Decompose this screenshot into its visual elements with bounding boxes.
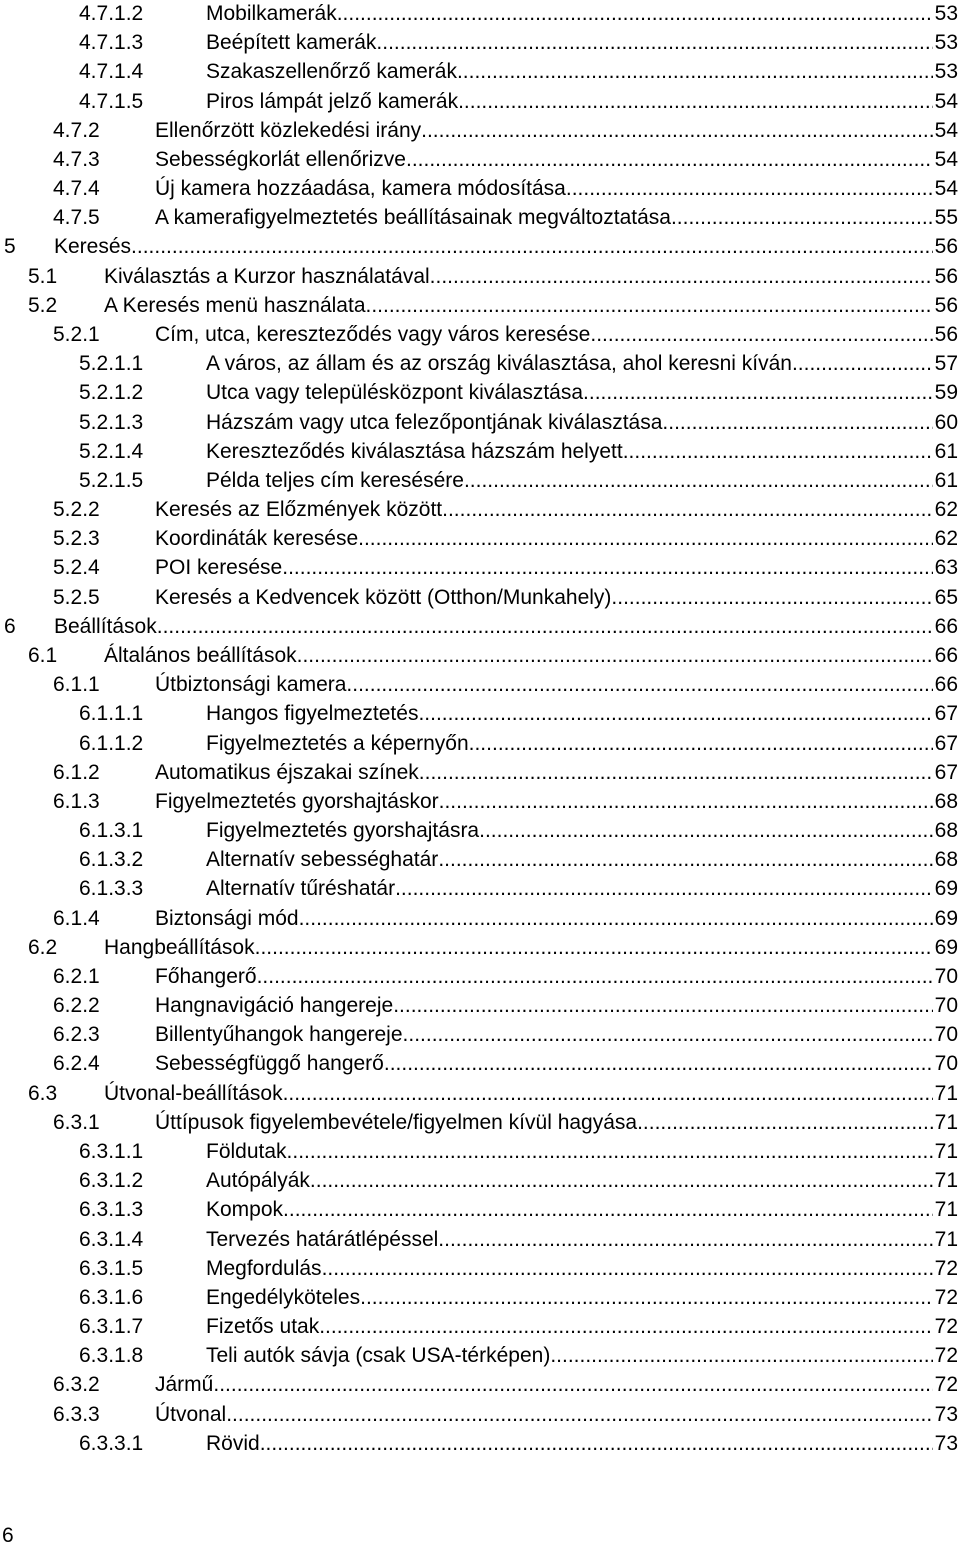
toc-entry-page: 67	[934, 760, 958, 784]
toc-entry-title: POI keresése	[155, 556, 283, 580]
toc-entry-number: 5.1	[28, 264, 58, 288]
toc-dot-leader	[464, 467, 933, 495]
toc-entry-page: 57	[934, 352, 958, 376]
toc-entry[interactable]	[0, 730, 958, 758]
toc-entry[interactable]	[0, 1080, 958, 1108]
toc-entry-number: 4.7.1.3	[79, 31, 144, 55]
toc-dot-leader	[283, 1196, 933, 1224]
toc-entry-title: Engedélyköteles	[206, 1285, 361, 1309]
toc-entry[interactable]	[0, 263, 958, 291]
toc-entry-page: 72	[934, 1315, 958, 1339]
toc-entry-page: 67	[934, 702, 958, 726]
toc-entry-number: 5.2.3	[53, 527, 100, 551]
toc-entry-title: Általános beállítások	[104, 643, 297, 667]
toc-entry[interactable]	[0, 1255, 958, 1283]
toc-entry-page: 59	[934, 381, 958, 405]
toc-dot-leader	[438, 1226, 932, 1254]
toc-dot-leader	[430, 263, 933, 291]
toc-entry-title: Figyelmeztetés a képernyőn	[206, 731, 469, 755]
toc-entry-page: 53	[934, 60, 958, 84]
toc-entry-number: 4.7.4	[53, 177, 100, 201]
toc-entry-number: 6.3.1.8	[79, 1344, 144, 1368]
toc-dot-leader	[623, 438, 933, 466]
toc-entry-number: 5.2.1.2	[79, 381, 144, 405]
toc-entry-page: 56	[934, 322, 958, 346]
toc-entry-number: 6.1.1	[53, 673, 100, 697]
toc-entry-page: 68	[934, 789, 958, 813]
toc-entry[interactable]	[0, 554, 958, 582]
toc-entry[interactable]	[0, 321, 958, 349]
toc-entry-page: 66	[934, 614, 958, 638]
toc-entry-page: 71	[934, 1081, 958, 1105]
toc-entry-page: 69	[934, 906, 958, 930]
page-number: 6	[2, 1524, 14, 1547]
toc-dot-leader	[310, 1167, 933, 1195]
toc-dot-leader	[384, 1050, 933, 1078]
toc-entry[interactable]	[0, 671, 958, 699]
toc-dot-leader	[419, 759, 933, 787]
toc-entry-page: 72	[934, 1373, 958, 1397]
toc-entry[interactable]	[0, 1401, 958, 1429]
toc-entry-number: 4.7.1.4	[79, 60, 144, 84]
toc-entry-title: Úttípusok figyelembevétele/figyelmen kívül hagyása	[155, 1110, 638, 1134]
toc-entry[interactable]	[0, 642, 958, 670]
toc-entry[interactable]	[0, 379, 958, 407]
toc-entry-number: 6.2.3	[53, 1023, 100, 1047]
toc-entry-number: 6	[4, 614, 16, 638]
toc-dot-leader	[479, 817, 933, 845]
toc-entry-title: Beállítások	[54, 614, 157, 638]
toc-entry-page: 69	[934, 877, 958, 901]
toc-entry-page: 55	[934, 206, 958, 230]
toc-dot-leader	[376, 29, 932, 57]
toc-entry[interactable]	[0, 409, 958, 437]
toc-entry-title: Kompok	[206, 1198, 284, 1222]
toc-entry-page: 71	[934, 1140, 958, 1164]
toc-entry-page: 63	[934, 556, 958, 580]
toc-entry-page: 61	[934, 468, 958, 492]
toc-entry-page: 62	[934, 498, 958, 522]
toc-entry-page: 62	[934, 527, 958, 551]
toc-entry-title: Hangnavigáció hangereje	[155, 994, 394, 1018]
toc-entry-number: 6.1.1.2	[79, 731, 144, 755]
toc-entry-number: 6.2	[28, 935, 58, 959]
toc-entry-title: Alternatív tűréshatár	[206, 877, 396, 901]
toc-dot-leader	[319, 1313, 932, 1341]
toc-entry[interactable]	[0, 1371, 958, 1399]
toc-entry[interactable]	[0, 759, 958, 787]
toc-entry-number: 5.2.2	[53, 498, 100, 522]
toc-entry[interactable]	[0, 963, 958, 991]
toc-entry-title: Szakaszellenőrző kamerák	[206, 60, 457, 84]
toc-entry[interactable]	[0, 1284, 958, 1312]
toc-entry-number: 5.2.1.1	[79, 352, 144, 376]
toc-entry-page: 71	[934, 1110, 958, 1134]
toc-dot-leader	[438, 846, 932, 874]
toc-entry[interactable]	[0, 1342, 958, 1370]
toc-entry-title: Autópályák	[206, 1169, 310, 1193]
toc-entry[interactable]	[0, 934, 958, 962]
toc-entry[interactable]	[0, 1109, 958, 1137]
toc-entry-page: 67	[934, 731, 958, 755]
toc-entry-page: 53	[934, 31, 958, 55]
toc-entry-page: 69	[934, 935, 958, 959]
toc-entry-number: 4.7.1.5	[79, 89, 144, 113]
toc-entry-title: Figyelmeztetés gyorshajtáskor	[155, 789, 439, 813]
toc-entry-title: Ellenőrzött közlekedési irány	[155, 118, 422, 142]
toc-dot-leader	[360, 1284, 933, 1312]
toc-entry-number: 6.1.3.1	[79, 819, 144, 843]
toc-entry-title: Példa teljes cím keresésére	[206, 468, 464, 492]
toc-entry[interactable]	[0, 700, 958, 728]
toc-entry-number: 6.1.2	[53, 760, 100, 784]
toc-entry[interactable]	[0, 846, 958, 874]
toc-dot-leader	[322, 1255, 933, 1283]
toc-entry[interactable]	[0, 905, 958, 933]
toc-entry-title: Mobilkamerák	[206, 2, 337, 25]
toc-dot-leader	[662, 409, 932, 437]
toc-dot-leader	[226, 1401, 932, 1429]
toc-entry-title: Földutak	[206, 1140, 287, 1164]
toc-entry-number: 5.2.1.5	[79, 468, 144, 492]
toc-entry-number: 6.3.1.5	[79, 1256, 144, 1280]
toc-entry-page: 70	[934, 964, 958, 988]
toc-dot-leader	[297, 642, 933, 670]
toc-entry-title: Kereszteződés kiválasztása házszám helyett	[206, 439, 623, 463]
toc-entry-page: 71	[934, 1169, 958, 1193]
toc-dot-leader	[260, 1430, 933, 1458]
toc-dot-leader	[403, 1021, 933, 1049]
toc-entry-number: 6.3.1.1	[79, 1140, 144, 1164]
toc-entry[interactable]	[0, 1050, 958, 1078]
toc-entry-title: Beépített kamerák	[206, 31, 377, 55]
toc-entry[interactable]	[0, 817, 958, 845]
toc-entry-page: 70	[934, 994, 958, 1018]
toc-dot-leader	[550, 1342, 932, 1370]
toc-entry-title: Hangos figyelmeztetés	[206, 702, 419, 726]
toc-entry[interactable]	[0, 467, 958, 495]
toc-entry-title: Házszám vagy utca felezőpontjának kiválasztása	[206, 410, 663, 434]
toc-dot-leader	[282, 554, 932, 582]
toc-entry-number: 6.1.3	[53, 789, 100, 813]
toc-entry-page: 70	[934, 1052, 958, 1076]
toc-dot-leader	[458, 88, 933, 116]
toc-entry-number: 5.2.1.3	[79, 410, 144, 434]
toc-entry-number: 6.1.1.1	[79, 702, 144, 726]
toc-dot-leader	[566, 175, 933, 203]
toc-entry-title: Sebességkorlát ellenőrizve	[155, 147, 406, 171]
toc-entry-number: 6.2.4	[53, 1052, 100, 1076]
toc-dot-leader	[393, 992, 932, 1020]
toc-entry-number: 4.7.2	[53, 118, 100, 142]
toc-dot-leader	[457, 58, 933, 86]
toc-entry-title: Piros lámpát jelző kamerák	[206, 89, 459, 113]
toc-entry-title: Új kamera hozzáadása, kamera módosítása	[155, 177, 566, 201]
toc-entry-number: 6.3.1.2	[79, 1169, 144, 1193]
toc-entry-number: 5.2.4	[53, 556, 100, 580]
toc-entry-page: 61	[934, 439, 958, 463]
toc-dot-leader	[337, 0, 933, 28]
toc-entry-page: 54	[934, 177, 958, 201]
toc-dot-leader	[255, 934, 933, 962]
toc-entry[interactable]	[0, 350, 958, 378]
toc-entry[interactable]	[0, 1021, 958, 1049]
toc-dot-leader	[637, 1109, 933, 1137]
toc-dot-leader	[611, 584, 932, 612]
toc-entry-number: 4.7.1.2	[79, 2, 144, 25]
toc-dot-leader	[406, 146, 933, 174]
toc-entry-page: 68	[934, 819, 958, 843]
toc-entry-page: 65	[934, 585, 958, 609]
toc-entry-number: 6.2.1	[53, 964, 100, 988]
toc-entry-page: 71	[934, 1198, 958, 1222]
toc-entry-page: 54	[934, 89, 958, 113]
toc-entry-title: Billentyűhangok hangereje	[155, 1023, 403, 1047]
toc-dot-leader	[299, 905, 933, 933]
toc-entry-title: Főhangerő	[155, 964, 257, 988]
toc-dot-leader	[590, 321, 932, 349]
toc-entry-page: 56	[934, 293, 958, 317]
toc-dot-leader	[469, 730, 933, 758]
toc-entry-page: 60	[934, 410, 958, 434]
toc-entry[interactable]	[0, 175, 958, 203]
toc-entry-number: 6.3.3.1	[79, 1431, 144, 1455]
toc-dot-leader	[583, 379, 933, 407]
toc-entry-number: 5.2.1	[53, 322, 100, 346]
toc-entry-number: 6.3.1.7	[79, 1315, 144, 1339]
toc-entry-number: 5.2	[28, 293, 58, 317]
toc-entry-page: 72	[934, 1344, 958, 1368]
toc-entry[interactable]	[0, 1138, 958, 1166]
toc-entry[interactable]	[0, 1196, 958, 1224]
toc-entry[interactable]	[0, 584, 958, 612]
toc-entry-page: 66	[934, 643, 958, 667]
toc-dot-leader	[287, 1138, 933, 1166]
toc-entry-number: 4.7.3	[53, 147, 100, 171]
toc-dot-leader	[257, 963, 933, 991]
toc-entry-number: 5.2.5	[53, 585, 100, 609]
toc-entry-title: Útvonal-beállítások	[104, 1081, 283, 1105]
toc-dot-leader	[131, 233, 933, 261]
toc-dot-leader	[798, 350, 933, 378]
toc-entry-number: 5.2.1.4	[79, 439, 144, 463]
toc-entry[interactable]	[0, 613, 958, 641]
toc-entry-title: Rövid	[206, 1431, 260, 1455]
toc-entry-number: 6.1	[28, 643, 58, 667]
toc-entry-page: 56	[934, 264, 958, 288]
toc-entry-title: Biztonsági mód	[155, 906, 299, 930]
toc-entry-number: 4.7.5	[53, 206, 100, 230]
toc-entry-number: 6.2.2	[53, 994, 100, 1018]
toc-entry[interactable]	[0, 0, 958, 28]
toc-entry-number: 6.3.1	[53, 1110, 100, 1134]
toc-entry-number: 6.1.4	[53, 906, 100, 930]
toc-entry[interactable]	[0, 525, 958, 553]
toc-dot-leader	[421, 117, 933, 145]
toc-entry-title: Utca vagy településközpont kiválasztása	[206, 381, 584, 405]
toc-dot-leader	[346, 671, 932, 699]
toc-entry-title: Keresés az Előzmények között	[155, 498, 443, 522]
toc-entry[interactable]	[0, 1167, 958, 1195]
toc-dot-leader	[442, 496, 933, 524]
toc-entry-page: 56	[934, 235, 958, 259]
toc-entry-number: 6.1.3.2	[79, 848, 144, 872]
toc-entry[interactable]	[0, 788, 958, 816]
toc-entry-number: 6.3.3	[53, 1402, 100, 1426]
toc-entry-title: Cím, utca, kereszteződés vagy város keresése	[155, 322, 591, 346]
toc-entry-page: 71	[934, 1227, 958, 1251]
toc-entry-title: A kamerafigyelmeztetés beállításainak megváltoztatása	[155, 206, 671, 230]
toc-entry-number: 5	[4, 235, 16, 259]
toc-entry-title: Megfordulás	[206, 1256, 322, 1280]
toc-entry-title: Fizetős utak	[206, 1315, 320, 1339]
toc-dot-leader	[439, 788, 933, 816]
toc-entry-number: 6.3	[28, 1081, 58, 1105]
toc-entry-page: 54	[934, 147, 958, 171]
toc-entry-title: Teli autók sávja (csak USA-térképen)	[206, 1344, 551, 1368]
toc-entry[interactable]	[0, 204, 958, 232]
toc-entry-title: Alternatív sebességhatár	[206, 848, 439, 872]
toc-dot-leader	[366, 292, 933, 320]
toc-entry-title: Keresés	[54, 235, 132, 259]
toc-entry-title: Figyelmeztetés gyorshajtásra	[206, 819, 480, 843]
toc-entry[interactable]	[0, 438, 958, 466]
toc-dot-leader	[358, 525, 933, 553]
toc-entry-number: 6.1.3.3	[79, 877, 144, 901]
toc-entry-title: Kiválasztás a Kurzor használatával	[104, 264, 430, 288]
toc-entry[interactable]	[0, 292, 958, 320]
toc-entry-page: 54	[934, 118, 958, 142]
toc-entry-number: 6.3.2	[53, 1373, 100, 1397]
toc-entry[interactable]	[0, 1430, 958, 1458]
toc-entry-title: A Keresés menü használata	[104, 293, 366, 317]
toc-entry-page: 73	[934, 1431, 958, 1455]
toc-entry[interactable]	[0, 1313, 958, 1341]
toc-entry-title: Útbiztonsági kamera	[155, 673, 347, 697]
toc-entry-title: Jármű	[155, 1373, 214, 1397]
toc-entry-number: 6.3.1.6	[79, 1285, 144, 1309]
toc-entry[interactable]	[0, 1226, 958, 1254]
toc-entry-title: Tervezés határátlépéssel	[206, 1227, 439, 1251]
toc-entry[interactable]	[0, 58, 958, 86]
toc-entry[interactable]	[0, 875, 958, 903]
toc-entry[interactable]	[0, 88, 958, 116]
toc-entry-title: Útvonal	[155, 1402, 227, 1426]
toc-entry[interactable]	[0, 233, 958, 261]
toc-entry-page: 72	[934, 1256, 958, 1280]
toc-entry-title: Hangbeállítások	[104, 935, 255, 959]
toc-entry-title: Koordináták keresése	[155, 527, 359, 551]
toc-entry-page: 70	[934, 1023, 958, 1047]
toc-entry[interactable]	[0, 29, 958, 57]
toc-entry-title: A város, az állam és az ország kiválasztása, ahol keresni kíván.	[206, 352, 798, 376]
toc-dot-leader	[418, 700, 932, 728]
toc-dot-leader	[213, 1371, 932, 1399]
toc-dot-leader	[395, 875, 933, 903]
toc-entry-page: 53	[934, 2, 958, 25]
toc-entry-page: 72	[934, 1285, 958, 1309]
toc-entry[interactable]	[0, 992, 958, 1020]
toc-entry[interactable]	[0, 496, 958, 524]
toc-entry[interactable]	[0, 117, 958, 145]
toc-entry-title: Keresés a Kedvencek között (Otthon/Munkahely)	[155, 585, 612, 609]
toc-entry[interactable]	[0, 146, 958, 174]
toc-dot-leader	[283, 1080, 933, 1108]
toc-entry-page: 66	[934, 673, 958, 697]
toc-dot-leader	[157, 613, 933, 641]
toc-entry-number: 6.3.1.4	[79, 1227, 144, 1251]
toc-entry-page: 68	[934, 848, 958, 872]
toc-entry-page: 73	[934, 1402, 958, 1426]
toc-dot-leader	[671, 204, 933, 232]
toc-entry-number: 6.3.1.3	[79, 1198, 144, 1222]
toc-entry-title: Automatikus éjszakai színek	[155, 760, 419, 784]
toc-entry-title: Sebességfüggő hangerő	[155, 1052, 384, 1076]
